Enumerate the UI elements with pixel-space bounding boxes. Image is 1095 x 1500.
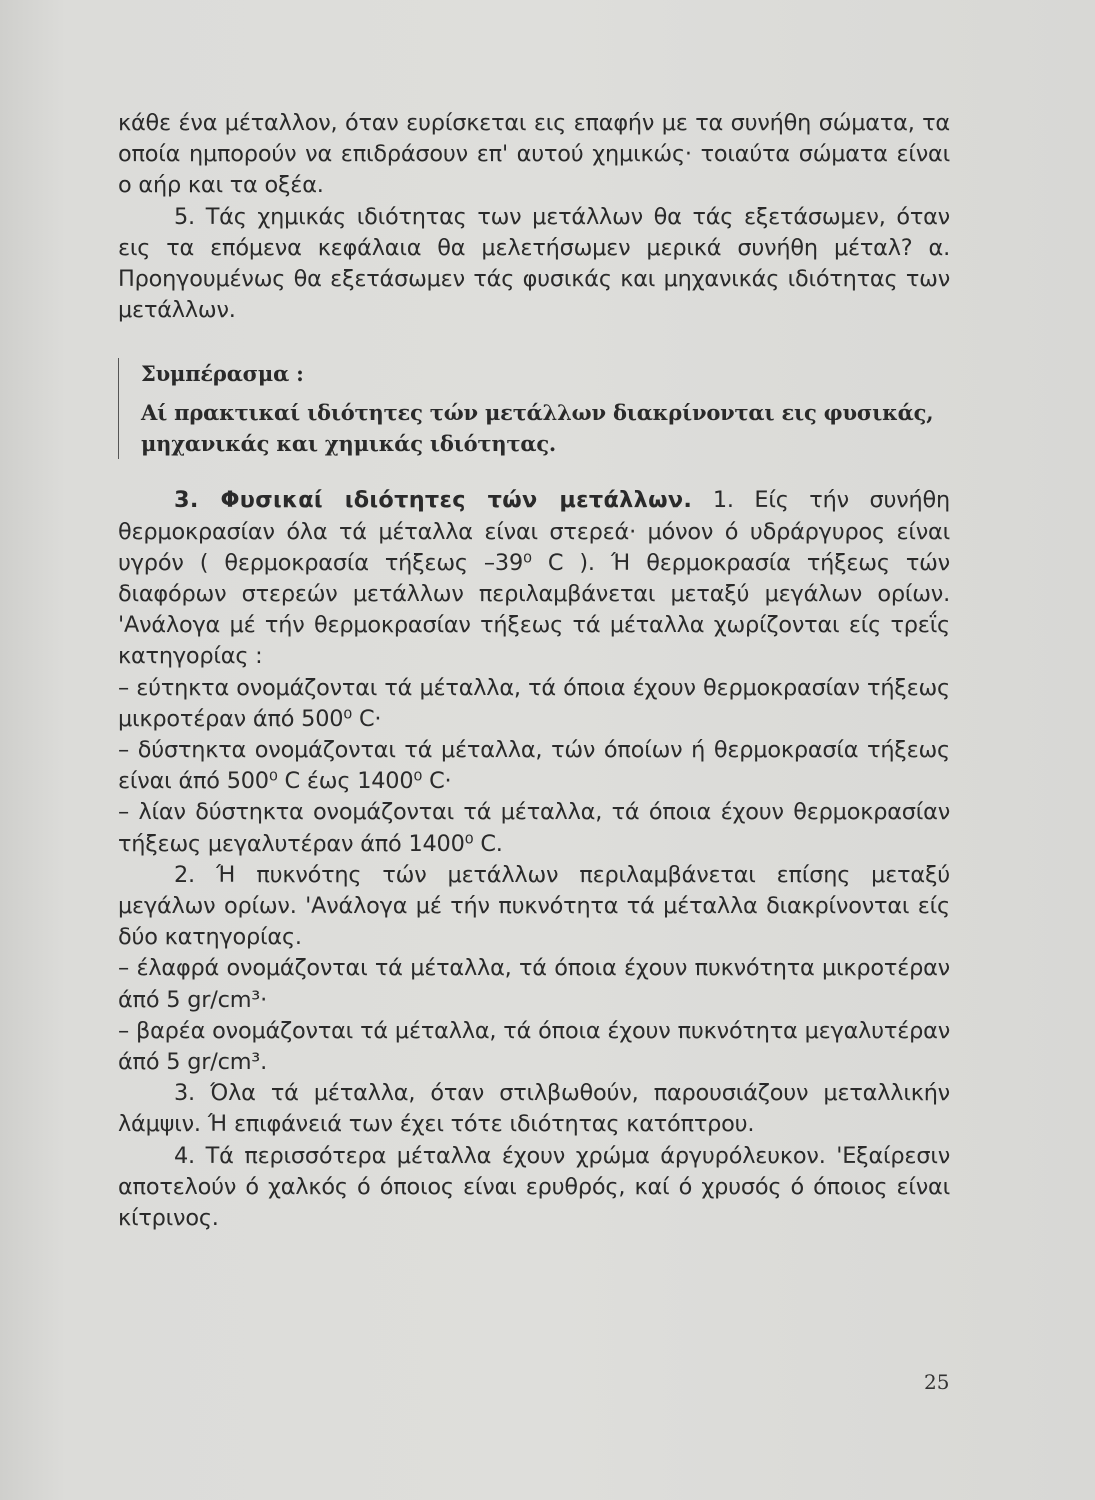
conclusion-box bbox=[118, 358, 950, 459]
luster-paragraph: 3. Όλα τά μέταλλα, όταν στιλβωθούν, παρουσιάζουν μεταλλικήν λάμψιν. Ή επιφάνειά των έχει τότε ιδιότητας κατόπτρου. bbox=[118, 1080, 950, 1138]
melting-item-very-refractory: – λίαν δύστηκτα ονομάζονται τά μέταλλα, τά όποια έχουν θερμοκρασίαν τήξεως μεγαλυτέραν άπό 1400⁰ C. bbox=[118, 799, 950, 857]
section-paragraph bbox=[118, 485, 950, 672]
paragraph-contact: κάθε ένα μέταλλον, όταν ευρίσκεται εις επαφήν με τα συνήθη σώματα, τα οποία ημπορούν να επιδράσουν επ' αυτού χημικώς· τοιαύτα σώματα είναι ο αήρ και τα οξέα. bbox=[118, 110, 950, 199]
density-item-light: – έλαφρά ονομάζονται τά μέταλλα, τά όποια έχουν πυκνότητα μικροτέραν άπό 5 gr/cm³· bbox=[118, 955, 950, 1013]
melting-item-fusible: – εύτηκτα ονομάζονται τά μέταλλα, τά όποια έχουν θερμοκρασίαν τήξεως μικροτέραν άπό 500⁰ C· bbox=[118, 674, 950, 732]
melting-intro: 1. Είς τήν συνήθη θερμοκρασίαν όλα τά μέταλλα είναι στερεά· μόνον ό υδράργυρος είναι υγρόν ( θερμοκρασία τήξεως –39⁰ C ). Ή θερμοκρασία τήξεως τών διαφόρων στερεών μετάλλων περιλαμβάνεται μεταξύ μεγάλων ορίων. 'Ανάλογα μέ τήν θερμοκρασίαν τήξεως τά μέταλλα χωρίζονται είς τρεΐς κατηγορίας : bbox=[118, 487, 951, 670]
density-intro: 2. Ή πυκνότης τών μετάλλων περιλαμβάνεται επίσης μεταξύ μεγάλων ορίων. 'Ανάλογα μέ τήν πυκνότητα τά μέταλλα διακρίνονται είς δύο κατηγορίας. bbox=[118, 861, 950, 951]
paragraph-chemical-properties: 5. Τάς χημικάς ιδιότητας των μετάλλων θα τάς εξετάσωμεν, όταν εις τα επόμενα κεφάλαια θα μελετήσωμεν μερικά συνήθη μέταλ? α. Προηγουμένως θα εξετάσωμεν τάς φυσικάς και μηχανικάς ιδιότητας των μετάλλων. bbox=[118, 203, 950, 324]
density-item-heavy: – βαρέα ονομάζονται τά μέταλλα, τά όποια έχουν πυκνότητα μεγαλυτέραν άπό 5 gr/cm³. bbox=[118, 1017, 950, 1076]
melting-item-refractory: – δύστηκτα ονομάζονται τά μέταλλα, τών όποίων ή θερμοκρασία τήξεως είναι άπό 500⁰ C έως 1400⁰ C· bbox=[118, 737, 950, 795]
conclusion-heading: Συμπέρασμα : bbox=[141, 361, 304, 387]
conclusion-text: Αί πρακτικαί ιδιότητες τών μετάλλων διακρίνονται εις φυσικάς, μηχανικάς και χημικάς ιδιότητας. bbox=[141, 400, 934, 457]
color-paragraph: 4. Τά περισσότερα μέταλλα έχουν χρώμα άργυρόλευκον. 'Εξαίρεσιν αποτελούν ό χαλκός ό όποιος είναι ερυθρός, καί ό χρυσός ό όποιος είναι κίτρινος. bbox=[118, 1142, 950, 1232]
page-text bbox=[118, 108, 950, 1234]
section-title: 3. Φυσικαί ιδιότητες τών μετάλλων. bbox=[174, 487, 693, 514]
page-number: 25 bbox=[924, 1370, 950, 1394]
